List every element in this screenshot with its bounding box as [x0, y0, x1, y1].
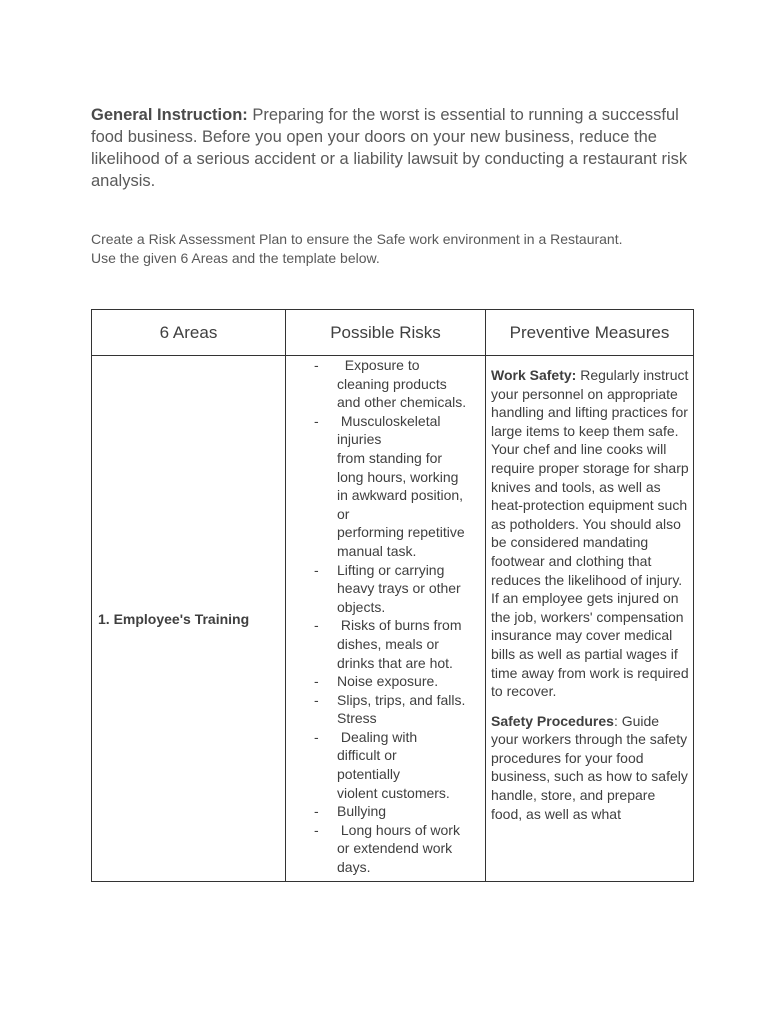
risk-list-item: [286, 821, 481, 877]
risk-text-line: - Lifting or carrying: [337, 561, 445, 578]
risk-list-item: [286, 561, 481, 617]
risk-text-line: manual task.: [337, 542, 417, 559]
risk-list-item: [286, 672, 481, 691]
risk-list-item: [286, 709, 481, 728]
header-areas: 6 Areas: [92, 310, 286, 356]
general-instruction-text: Preparing for the worst is essential to running a successful food business. Before you open your doors on your new business, reduce the likelihood of a serious accident or a liability lawsuit by conducting a restaurant risk analysis.: [91, 106, 688, 190]
risk-text-line: or: [337, 505, 350, 522]
risk-text-line: heavy trays or other: [337, 580, 461, 597]
task-line-2: Use the given 6 Areas and the template below.: [91, 249, 380, 266]
risk-text-line: - Bullying: [337, 803, 387, 820]
risk-list-item: [286, 616, 481, 672]
risk-text-line: from standing for: [337, 449, 443, 466]
risk-list-item: [286, 728, 481, 802]
risk-text-line: long hours, working: [337, 468, 459, 485]
risk-text-line: potentially: [337, 766, 401, 783]
possible-risks-cell: [286, 356, 486, 882]
measure-lead: Safety Procedures: [491, 712, 614, 729]
risk-text-line: dishes, meals or: [337, 635, 439, 652]
table-row: [92, 356, 694, 882]
risk-list-item: [286, 412, 481, 561]
risk-text-line: - Slips, trips, and falls.: [337, 691, 466, 708]
header-possible-risks: Possible Risks: [286, 310, 486, 356]
measure-paragraph: [491, 366, 689, 701]
risk-text-line: days.: [337, 859, 371, 876]
risk-text-line: injuries: [337, 431, 382, 448]
risk-list-item: [286, 356, 481, 412]
risk-text-line: performing repetitive: [337, 524, 465, 541]
risk-list: [286, 356, 485, 877]
risk-text-line: drinks that are hot.: [337, 654, 453, 671]
general-instruction-label: General Instruction:: [91, 106, 248, 124]
table-header-row: [92, 310, 694, 356]
risk-text-line: - Musculoskeletal: [337, 412, 441, 429]
risk-text-line: and other chemicals.: [337, 394, 467, 411]
risk-text-line: - Dealing with: [337, 728, 418, 745]
risk-text-line: in awkward position,: [337, 487, 464, 504]
preventive-measures-cell: [486, 356, 694, 882]
risk-list-item: [286, 691, 481, 710]
risk-text-line: - Noise exposure.: [337, 673, 439, 690]
risk-assessment-table: [91, 309, 694, 882]
area-cell: 1. Employee's Training: [92, 356, 286, 882]
risk-text-line: Stress: [337, 710, 377, 727]
header-preventive-measures: Preventive Measures: [486, 310, 694, 356]
measure-lead: Work Safety:: [491, 367, 577, 383]
risk-list-item: [286, 802, 481, 821]
measure-text: : Guide your workers through the safety procedures for your food business, such as how to safely handle, store, and prepare food, as well as what: [491, 712, 688, 822]
risk-text-line: - Long hours of work: [337, 821, 460, 838]
risk-text-line: violent customers.: [337, 784, 450, 801]
task-line-1: Create a Risk Assessment Plan to ensure the Safe work environment in a Restaurant.: [91, 231, 623, 247]
risk-text-line: objects.: [337, 598, 386, 615]
measure-text: Regularly instruct your personnel on appropriate handling and lifting practices for large items to keep them safe. Your chef and line cooks will require proper storage for sharp knives and tools, as well as heat-protection equipment such as potholders. You should also be considered mandating footwear and clothing that reduces the likelihood of injury. If an employee gets injured on the job, workers' compensation insurance may cover medical bills as well as partial wages if time away from work is required to recover.: [491, 367, 689, 700]
task-description: [91, 230, 691, 267]
risk-text-line: or extendend work: [337, 840, 453, 857]
measures-content: [486, 356, 693, 881]
risk-text-line: - Risks of burns from: [337, 617, 462, 634]
risk-text-line: difficult or: [337, 747, 397, 764]
risk-text-line: - Exposure to: [337, 357, 420, 373]
risk-text-line: cleaning products: [337, 375, 447, 392]
general-instruction: [91, 104, 691, 192]
measure-paragraph: [491, 712, 689, 824]
